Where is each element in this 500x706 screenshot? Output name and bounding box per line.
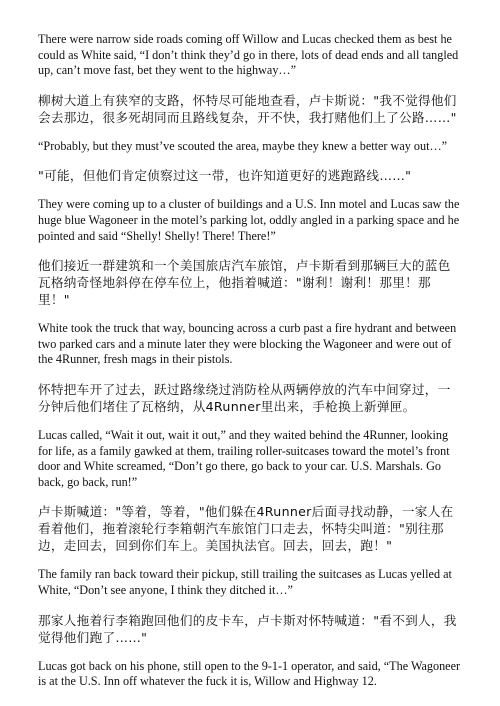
paragraph-zh-1: 柳树大道上有狭窄的支路，怀特尽可能地查看，卢卡斯说："我不觉得他们会去那边，很多死胡同而且路线复杂，开不快，我打赌他们上了公路……" bbox=[38, 92, 457, 125]
paragraph-en-6: The family ran back toward their pickup, still trailing the suitcases as Lucas yelled at White, “Don’t see anyone, I think they ditched it…” bbox=[38, 567, 452, 597]
paragraph-zh-5: 卢卡斯喊道："等着，等着，"他们躲在4Runner后面寻找动静，一家人在看着他们，拖着滚轮行李箱朝汽车旅馆门口走去，怀特尖叫道："别往那边，走回去，回到你们车上。美国执法官。回去，回去，跑！" bbox=[38, 504, 454, 554]
paragraph-zh-2: "可能，但他们肯定侦察过这一带，也许知道更好的逃跑路线……" bbox=[38, 168, 412, 184]
paragraph-en-3: They were coming up to a cluster of buildings and a U.S. Inn motel and Lucas saw the huge blue Wagoneer in the motel’s parking lot, oddly angled in a parking space and he pointed and said “Shelly! Shelly! There! There!” bbox=[38, 197, 460, 243]
paragraph-zh-6: 那家人拖着行李箱跑回他们的皮卡车，卢卡斯对怀特喊道："看不到人，我觉得他们跑了……" bbox=[38, 612, 457, 645]
paragraph-en-7: Lucas got back on his phone, still open to the 9-1-1 operator, and said, “The Wagoneer is at the U.S. Inn off whatever the fuck it is, Willow and Highway 12. bbox=[38, 658, 461, 689]
document-page bbox=[38, 32, 462, 703]
paragraph-zh-3: 他们接近一群建筑和一个美国旅店汽车旅馆，卢卡斯看到那辆巨大的蓝色瓦格纳奇怪地斜停在停车位上，他指着喊道："谢利！谢利！那里！那里！" bbox=[38, 258, 451, 308]
paragraph-en-2: “Probably, but they must’ve scouted the area, maybe they knew a better way out…” bbox=[38, 138, 448, 153]
paragraph-en-1: There were narrow side roads coming off Willow and Lucas checked them as best he could as White said, “I don’t think they’d go in there, lots of dead ends and all tangled up, can’t move fast, bet they went to the highway…” bbox=[38, 32, 459, 78]
paragraph-en-5: Lucas called, “Wait it out, wait it out,” and they waited behind the 4Runner, looking for life, as a family gawked at them, trailing roller-suitcases toward the motel’s front door and White screamed, “Don’t go there, go back to your car. U.S. Marshals. Go back, go back, run!” bbox=[38, 427, 450, 489]
paragraph-zh-4: 怀特把车开了过去，跃过路缘绕过消防栓从两辆停放的汽车中间穿过，一分钟后他们堵住了瓦格纳，从4Runner里出来，手枪换上新弹匣。 bbox=[38, 381, 451, 414]
paragraph-en-4: White took the truck that way, bouncing across a curb past a fire hydrant and between two parked cars and a minute later they were blocking the Wagoneer and were out of the 4Runner, fresh mags in their pistols. bbox=[38, 321, 457, 367]
